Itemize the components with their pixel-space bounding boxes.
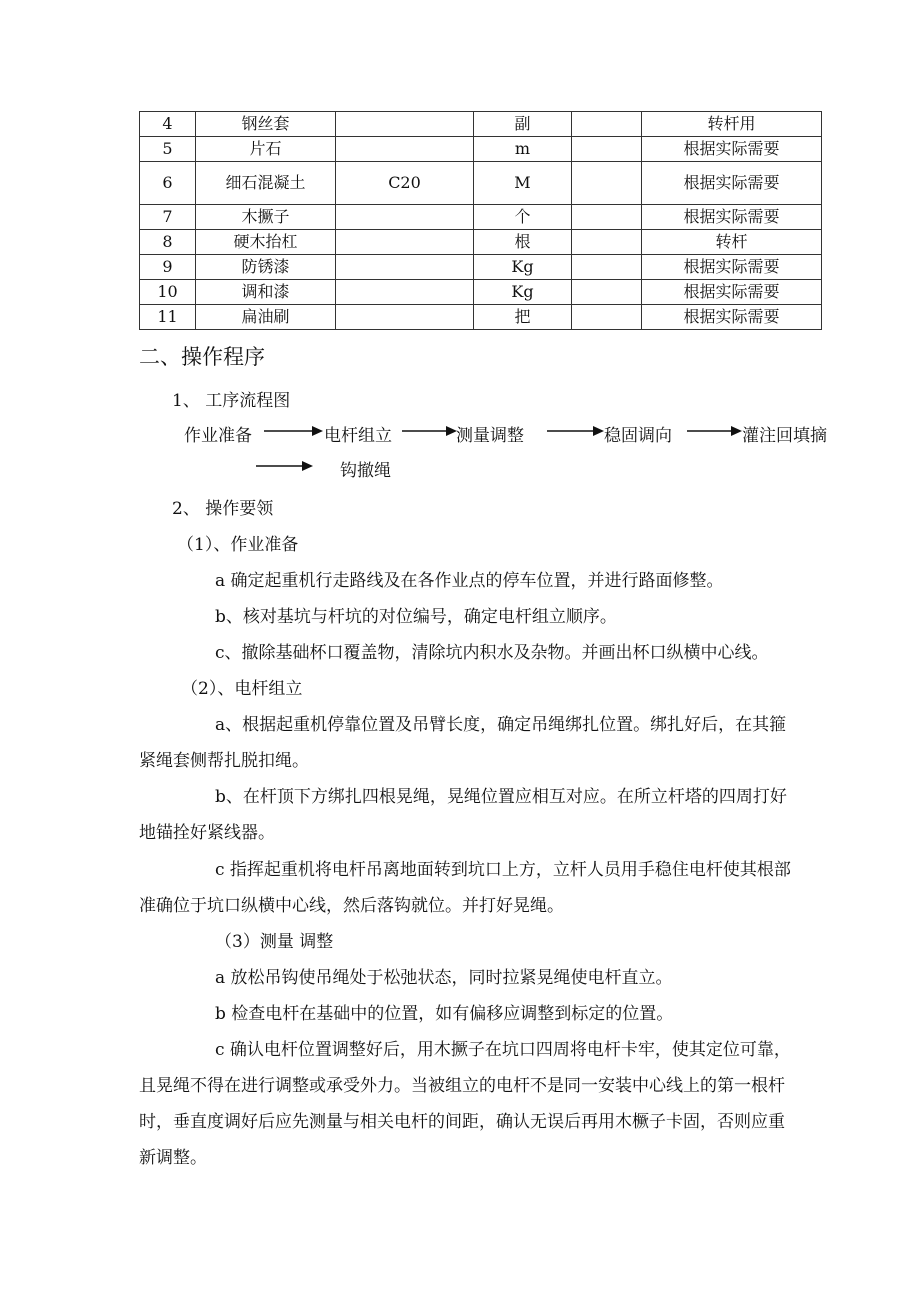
table-cell-unit: Kg	[474, 280, 572, 305]
table-cell-no: 11	[140, 305, 196, 330]
table-row	[140, 205, 822, 230]
flow-step-4: 稳固调向	[604, 426, 672, 446]
sub3-heading: （3）测量 调整	[215, 932, 334, 952]
table-row	[140, 162, 822, 205]
sub1-item-a: a 确定起重机行走路线及在各作业点的停车位置，并进行路面修整。	[215, 571, 724, 591]
sub2-p2-line1: b、在杆顶下方绑扎四根晃绳，晃绳位置应相互对应。在所立杆塔的四周打好	[215, 787, 787, 807]
table-row	[140, 305, 822, 330]
sub2-p1-line1: a、根据起重机停靠位置及吊臂长度，确定吊绳绑扎位置。绑扎好后，在其箍	[215, 715, 787, 735]
sub3-item-a: a 放松吊钩使吊绳处于松弛状态，同时拉紧晃绳使电杆直立。	[215, 968, 673, 988]
sub2-p2-line2: 地锚拴好紧线器。	[139, 823, 275, 843]
section-title: 二、操作程序	[139, 345, 265, 369]
table-cell-name: 调和漆	[196, 280, 336, 305]
flow-step-6: 钩撤绳	[340, 461, 391, 481]
flow-step-1: 作业准备	[184, 426, 252, 446]
table-cell-spec	[336, 137, 474, 162]
table-cell-note: 根据实际需要	[642, 205, 822, 230]
flow-heading: 1、 工序流程图	[172, 391, 291, 411]
table-cell-unit: M	[474, 162, 572, 205]
sub3-c-line4: 新调整。	[139, 1148, 207, 1168]
flow-step-5: 灌注回填摘	[742, 426, 827, 446]
table-cell-no: 9	[140, 255, 196, 280]
sub2-p3-line2: 准确位于坑口纵横中心线，然后落钩就位。并打好晃绳。	[139, 896, 564, 916]
table-cell-spec: C20	[336, 162, 474, 205]
table-row	[140, 112, 822, 137]
table-cell-name: 防锈漆	[196, 255, 336, 280]
table-cell-qty	[572, 137, 642, 162]
flow-arrow-icon	[256, 459, 314, 473]
table-cell-no: 4	[140, 112, 196, 137]
sub2-p3-line1: c 指挥起重机将电杆吊离地面转到坑口上方，立杆人员用手稳住电杆使其根部	[215, 860, 791, 880]
table-cell-unit: 根	[474, 230, 572, 255]
table-cell-name: 细石混凝土	[196, 162, 336, 205]
flow-step-2: 电杆组立	[324, 426, 392, 446]
flow-arrow-icon	[264, 424, 324, 438]
table-cell-name: 钢丝套	[196, 112, 336, 137]
flow-arrow-icon	[547, 424, 605, 438]
sub1-heading: （1）、作业准备	[177, 535, 299, 555]
table-cell-name: 硬木抬杠	[196, 230, 336, 255]
table-cell-no: 5	[140, 137, 196, 162]
materials-table	[139, 111, 822, 330]
table-cell-spec	[336, 280, 474, 305]
table-cell-note: 转杆用	[642, 112, 822, 137]
table-row	[140, 255, 822, 280]
table-cell-qty	[572, 112, 642, 137]
flow-arrow-icon	[402, 424, 458, 438]
table-cell-unit: Kg	[474, 255, 572, 280]
sub1-item-b: b、核对基坑与杆坑的对位编号，确定电杆组立顺序。	[215, 607, 617, 627]
table-cell-no: 6	[140, 162, 196, 205]
table-cell-note: 根据实际需要	[642, 305, 822, 330]
table-cell-name: 木撅子	[196, 205, 336, 230]
sub2-heading: （2）、电杆组立	[181, 679, 303, 699]
table-row	[140, 137, 822, 162]
table-row	[140, 230, 822, 255]
table-cell-qty	[572, 255, 642, 280]
table-cell-note: 根据实际需要	[642, 255, 822, 280]
table-cell-qty	[572, 230, 642, 255]
table-cell-no: 10	[140, 280, 196, 305]
table-cell-note: 根据实际需要	[642, 280, 822, 305]
table-cell-spec	[336, 230, 474, 255]
table-cell-qty	[572, 205, 642, 230]
table-cell-note: 根据实际需要	[642, 137, 822, 162]
sub3-c-line1: c 确认电杆位置调整好后，用木撅子在坑口四周将电杆卡牢，使其定位可靠，	[215, 1040, 791, 1060]
essentials-heading: 2、 操作要领	[172, 499, 274, 519]
table-cell-unit: m	[474, 137, 572, 162]
flow-step-3: 测量调整	[456, 426, 524, 446]
sub2-p1-line2: 紧绳套侧帮扎脱扣绳。	[139, 751, 309, 771]
table-cell-qty	[572, 305, 642, 330]
sub3-c-line3: 时，垂直度调好后应先测量与相关电杆的间距，确认无误后再用木橛子卡固，否则应重	[139, 1112, 785, 1132]
sub3-item-b: b 检查电杆在基础中的位置，如有偏移应调整到标定的位置。	[215, 1004, 674, 1024]
table-cell-unit: 把	[474, 305, 572, 330]
table-cell-qty	[572, 162, 642, 205]
table-cell-spec	[336, 205, 474, 230]
table-cell-unit: 个	[474, 205, 572, 230]
table-cell-note: 根据实际需要	[642, 162, 822, 205]
table-cell-no: 7	[140, 205, 196, 230]
table-cell-spec	[336, 112, 474, 137]
sub3-c-line2: 且晃绳不得在进行调整或承受外力。当被组立的电杆不是同一安装中心线上的第一根杆	[139, 1076, 785, 1096]
table-cell-name: 片石	[196, 137, 336, 162]
table-cell-name: 扁油刷	[196, 305, 336, 330]
flow-arrow-icon	[687, 424, 743, 438]
table-cell-spec	[336, 255, 474, 280]
sub1-item-c: c、撤除基础杯口覆盖物，清除坑内积水及杂物。并画出杯口纵横中心线。	[215, 643, 769, 663]
table-cell-qty	[572, 280, 642, 305]
table-row	[140, 280, 822, 305]
table-cell-spec	[336, 305, 474, 330]
table-cell-note: 转杆	[642, 230, 822, 255]
table-cell-no: 8	[140, 230, 196, 255]
table-cell-unit: 副	[474, 112, 572, 137]
